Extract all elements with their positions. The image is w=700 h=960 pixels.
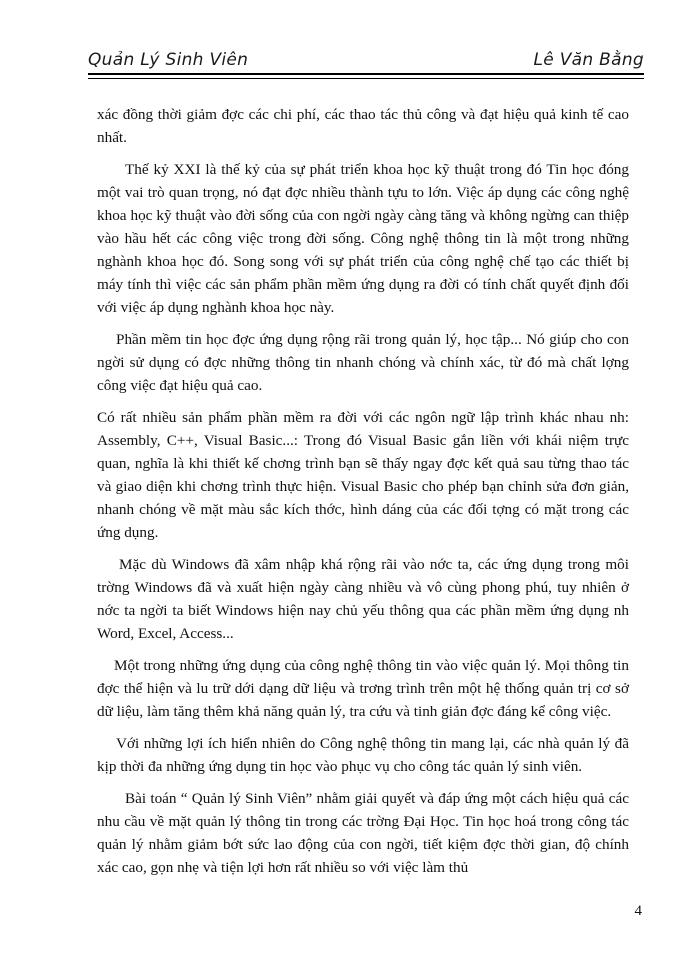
header-author: Lê Văn Bằng — [533, 50, 644, 70]
document-body — [97, 103, 629, 888]
paragraph-5: Mặc dù Windows đã xâm nhập khá rộng rãi vào nớc ta, các ứng dụng trong môi trờng Windows đã và xuất hiện ngày càng nhiều và vô cùng phong phú, tuy nhiên ở nớc ta ngời ta biết Windows hiện nay chủ yếu thông qua các phần mềm ứng dụng nh Word, Excel, Access... — [97, 556, 629, 642]
page-number: 4 — [634, 903, 642, 919]
paragraph-6: Một trong những ứng dụng của công nghệ thông tin vào việc quản lý. Mọi thông tin đợc thể hiện và lu trữ dới dạng dữ liệu và trơng trình trên một hệ thống quản trị cơ sở dữ liệu, làm tăng thêm khả năng quản lý, tra cứu và tinh giản đợc đáng kể công việc. — [97, 657, 629, 720]
page-header — [88, 46, 644, 70]
paragraph-2: Thế kỷ XXI là thế kỷ của sự phát triển khoa học kỹ thuật trong đó Tin học đóng một vai trò quan trọng, nó đạt đợc nhiều thành tựu to lớn. Việc áp dụng các công nghệ khoa học kỹ thuật vào đời sống của con ngời ngày càng tăng và không ngừng can thiệp vào hầu hết các công việc trong đời sống. Công nghệ thông tin là một trong những nghành khoa học đó. Song song với sự phát triển của công nghệ chế tạo các thiết bị máy tính thì việc các sản phẩm phần mềm ứng dụng ra đời có tính chất quyết định đối với việc áp dụng nghành khoa học này. — [97, 161, 629, 316]
paragraph-7: Với những lợi ích hiển nhiên do Công nghệ thông tin mang lại, các nhà quản lý đã kịp thời đa những ứng dụng tin học vào phục vụ cho công tác quản lý sinh viên. — [97, 735, 629, 775]
header-rule-thick — [88, 73, 644, 75]
header-title: Quản Lý Sinh Viên — [88, 50, 249, 70]
header-rule-thin — [88, 78, 644, 79]
paragraph-4: Có rất nhiều sản phẩm phần mềm ra đời với các ngôn ngữ lập trình khác nhau nh: Assembly, C++, Visual Basic...: Trong đó Visual Basic gắn liền với khái niệm trực quan, nghĩa là khi thiết kế chơng trình bạn sẽ thấy ngay đợc kết quả sau từng thao tác và giao diện khi chơng trình thực hiện. Visual Basic cho phép bạn chỉnh sửa đơn giản, nhanh chóng về mặt màu sắc kích thớc, hình dáng của các đối tợng có mặt trong các ứng dụng. — [97, 409, 629, 541]
paragraph-3: Phần mềm tin học đợc ứng dụng rộng rãi trong quản lý, học tập... Nó giúp cho con ngời sử dụng có đợc những thông tin nhanh chóng và chính xác, từ đó mà chất lợng công việc đạt hiệu quả cao. — [97, 331, 629, 394]
paragraph-1: xác đồng thời giảm đợc các chi phí, các thao tác thủ công và đạt hiệu quả kinh tế cao nhất. — [97, 106, 629, 146]
paragraph-8: Bài toán “ Quản lý Sinh Viên” nhằm giải quyết và đáp ứng một cách hiệu quả các nhu cầu về mặt quản lý thông tin trong các trờng Đại Học. Tin học hoá trong công tác quản lý nhằm giảm bớt sức lao động của con ngời, tiết kiệm đợc thời gian, độ chính xác cao, gọn nhẹ và tiện lợi hơn rất nhiều so với việc làm thủ — [97, 790, 629, 876]
